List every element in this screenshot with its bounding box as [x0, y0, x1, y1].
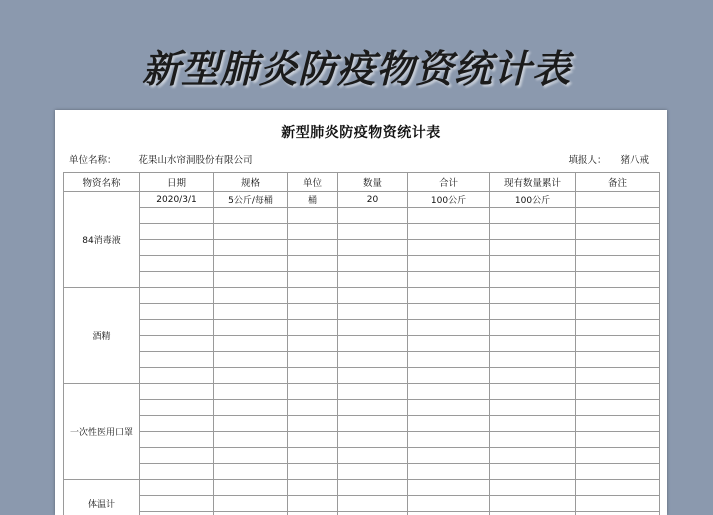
table-cell[interactable]: [140, 304, 214, 320]
table-row: [64, 384, 660, 400]
table-cell[interactable]: [140, 368, 214, 384]
table-cell[interactable]: [338, 352, 408, 368]
table-cell[interactable]: [408, 464, 490, 480]
table-cell[interactable]: [288, 224, 338, 240]
table-cell[interactable]: [338, 272, 408, 288]
table-row: [64, 240, 660, 256]
material-name-cell[interactable]: 酒精: [64, 288, 140, 384]
table-cell[interactable]: [490, 480, 576, 496]
table-cell[interactable]: [338, 224, 408, 240]
table-cell[interactable]: [408, 240, 490, 256]
table-cell[interactable]: [214, 416, 288, 432]
table-cell[interactable]: [408, 256, 490, 272]
table-cell[interactable]: [576, 192, 660, 208]
table-cell[interactable]: [214, 272, 288, 288]
table-cell[interactable]: [288, 272, 338, 288]
table-cell[interactable]: [490, 400, 576, 416]
table-cell[interactable]: [140, 416, 214, 432]
table-cell[interactable]: [288, 464, 338, 480]
column-header-material: 物资名称: [64, 173, 140, 192]
column-header-total: 合计: [408, 173, 490, 192]
reporter-field: [568, 152, 653, 166]
table-cell[interactable]: [576, 304, 660, 320]
table-cell[interactable]: [338, 496, 408, 512]
table-cell[interactable]: [288, 496, 338, 512]
table-cell[interactable]: [338, 288, 408, 304]
table-cell[interactable]: [214, 384, 288, 400]
spreadsheet-sheet: [55, 110, 667, 515]
table-cell[interactable]: [214, 288, 288, 304]
table-header: [64, 173, 660, 192]
table-cell[interactable]: [576, 224, 660, 240]
table-cell[interactable]: [408, 448, 490, 464]
table-cell[interactable]: [214, 336, 288, 352]
table-cell[interactable]: [576, 288, 660, 304]
table-cell[interactable]: [140, 288, 214, 304]
sheet-meta-row: [63, 152, 659, 172]
table-cell[interactable]: [576, 448, 660, 464]
table-cell[interactable]: [408, 416, 490, 432]
table-cell[interactable]: [490, 416, 576, 432]
table-row: [64, 272, 660, 288]
table-cell[interactable]: [490, 384, 576, 400]
table-cell[interactable]: [338, 480, 408, 496]
table-cell[interactable]: [214, 400, 288, 416]
table-cell[interactable]: [288, 336, 338, 352]
table-cell[interactable]: [288, 432, 338, 448]
table-cell[interactable]: [338, 448, 408, 464]
column-header-remark: 备注: [576, 173, 660, 192]
table-cell[interactable]: [338, 400, 408, 416]
table-cell[interactable]: [408, 512, 490, 515]
table-cell[interactable]: [490, 320, 576, 336]
table-cell[interactable]: [576, 320, 660, 336]
table-cell[interactable]: [338, 304, 408, 320]
column-header-spec: 规格: [214, 173, 288, 192]
table-cell[interactable]: [576, 368, 660, 384]
table-row: [64, 416, 660, 432]
table-cell[interactable]: [214, 512, 288, 515]
company-label: 单位名称：: [69, 155, 117, 166]
table-cell[interactable]: [140, 336, 214, 352]
table-row: [64, 304, 660, 320]
table-cell[interactable]: [490, 240, 576, 256]
table-cell[interactable]: [214, 368, 288, 384]
table-cell[interactable]: [214, 432, 288, 448]
table-cell[interactable]: [490, 432, 576, 448]
table-cell[interactable]: [408, 320, 490, 336]
table-row: [64, 208, 660, 224]
table-cell[interactable]: [140, 208, 214, 224]
column-header-unit: 单位: [288, 173, 338, 192]
table-cell[interactable]: [288, 400, 338, 416]
table-cell[interactable]: [490, 512, 576, 515]
table-cell[interactable]: [338, 512, 408, 515]
table-cell[interactable]: [140, 480, 214, 496]
reporter-label: 填报人：: [568, 155, 607, 166]
table-cell[interactable]: [576, 336, 660, 352]
table-cell[interactable]: [490, 336, 576, 352]
table-cell[interactable]: [288, 304, 338, 320]
table-cell[interactable]: [490, 496, 576, 512]
table-row: [64, 432, 660, 448]
table-row: [64, 368, 660, 384]
table-cell[interactable]: [408, 336, 490, 352]
table-cell[interactable]: [338, 320, 408, 336]
table-cell[interactable]: [140, 512, 214, 515]
table-cell[interactable]: [288, 240, 338, 256]
table-cell[interactable]: [214, 496, 288, 512]
table-row: [64, 336, 660, 352]
table-cell[interactable]: 2020/3/1: [140, 192, 214, 208]
table-cell[interactable]: [288, 368, 338, 384]
table-cell[interactable]: [140, 496, 214, 512]
reporter-value: 猪八戒: [620, 155, 649, 166]
table-cell[interactable]: [408, 272, 490, 288]
table-cell[interactable]: [576, 480, 660, 496]
table-cell[interactable]: [408, 224, 490, 240]
table-cell[interactable]: [338, 384, 408, 400]
table-cell[interactable]: [140, 256, 214, 272]
table-cell[interactable]: [576, 352, 660, 368]
table-cell[interactable]: [288, 512, 338, 515]
column-header-quantity: 数量: [338, 173, 408, 192]
table-row: [64, 256, 660, 272]
company-value: 花果山水帘洞股份有限公司: [138, 155, 253, 166]
table-cell[interactable]: [490, 304, 576, 320]
table-cell[interactable]: [576, 432, 660, 448]
table-cell[interactable]: [140, 320, 214, 336]
table-cell[interactable]: [490, 464, 576, 480]
table-cell[interactable]: [490, 352, 576, 368]
table-cell[interactable]: [288, 320, 338, 336]
table-cell[interactable]: [214, 304, 288, 320]
table-cell[interactable]: [408, 480, 490, 496]
table-cell[interactable]: [140, 240, 214, 256]
table-cell[interactable]: [490, 448, 576, 464]
table-cell[interactable]: [338, 432, 408, 448]
table-row: [64, 512, 660, 515]
column-header-stock: 现有数量累计: [490, 173, 576, 192]
table-row: [64, 224, 660, 240]
table-cell[interactable]: [214, 480, 288, 496]
table-cell[interactable]: [288, 288, 338, 304]
table-cell[interactable]: [490, 224, 576, 240]
table-cell[interactable]: [214, 320, 288, 336]
table-cell[interactable]: [338, 464, 408, 480]
table-cell[interactable]: [338, 256, 408, 272]
table-body: [64, 192, 660, 515]
table-header-row: [64, 173, 660, 192]
table-cell[interactable]: [214, 240, 288, 256]
table-cell[interactable]: [214, 352, 288, 368]
table-cell[interactable]: [408, 352, 490, 368]
table-cell[interactable]: [576, 256, 660, 272]
table-cell[interactable]: [408, 496, 490, 512]
table-cell[interactable]: 20: [338, 192, 408, 208]
table-cell[interactable]: [288, 208, 338, 224]
table-row: [64, 448, 660, 464]
table-cell[interactable]: [408, 208, 490, 224]
table-row: [64, 320, 660, 336]
table-row: [64, 288, 660, 304]
table-cell[interactable]: [576, 208, 660, 224]
company-field: [69, 152, 257, 166]
table-cell[interactable]: [576, 512, 660, 515]
material-name-cell[interactable]: 体温计: [64, 480, 140, 515]
table-cell[interactable]: [490, 208, 576, 224]
column-header-date: 日期: [140, 173, 214, 192]
table-cell[interactable]: [408, 368, 490, 384]
table-cell[interactable]: [576, 400, 660, 416]
material-name-cell[interactable]: 一次性医用口罩: [64, 384, 140, 480]
table-cell[interactable]: [490, 256, 576, 272]
table-cell[interactable]: 100公斤: [408, 192, 490, 208]
table-cell[interactable]: [140, 432, 214, 448]
table-cell[interactable]: [140, 224, 214, 240]
table-row: [64, 400, 660, 416]
table-cell[interactable]: [338, 208, 408, 224]
table-cell[interactable]: [288, 416, 338, 432]
table-cell[interactable]: [490, 272, 576, 288]
table-cell[interactable]: [576, 384, 660, 400]
table-cell[interactable]: [408, 400, 490, 416]
table-cell[interactable]: [288, 384, 338, 400]
table-cell[interactable]: [408, 432, 490, 448]
table-cell[interactable]: [490, 288, 576, 304]
table-cell[interactable]: [288, 448, 338, 464]
table-cell[interactable]: [408, 384, 490, 400]
materials-table: [63, 172, 660, 515]
table-cell[interactable]: 桶: [288, 192, 338, 208]
table-cell[interactable]: [338, 336, 408, 352]
table-cell[interactable]: [288, 352, 338, 368]
table-cell[interactable]: [338, 368, 408, 384]
table-cell[interactable]: [490, 368, 576, 384]
table-cell[interactable]: [140, 272, 214, 288]
table-cell[interactable]: [214, 224, 288, 240]
table-cell[interactable]: [338, 240, 408, 256]
table-cell[interactable]: [140, 384, 214, 400]
table-row: [64, 192, 660, 208]
table-cell[interactable]: [408, 288, 490, 304]
table-cell[interactable]: [576, 496, 660, 512]
table-cell[interactable]: [140, 352, 214, 368]
table-cell[interactable]: [338, 416, 408, 432]
table-row: [64, 352, 660, 368]
table-cell[interactable]: 5公斤/每桶: [214, 192, 288, 208]
table-cell[interactable]: 100公斤: [490, 192, 576, 208]
table-row: [64, 464, 660, 480]
table-cell[interactable]: [140, 464, 214, 480]
table-cell[interactable]: [576, 416, 660, 432]
table-cell[interactable]: [214, 256, 288, 272]
table-cell[interactable]: [576, 464, 660, 480]
table-cell[interactable]: [214, 448, 288, 464]
page-title: 新型肺炎防疫物资统计表: [141, 47, 571, 91]
table-cell[interactable]: [576, 240, 660, 256]
table-cell[interactable]: [140, 448, 214, 464]
table-cell[interactable]: [214, 464, 288, 480]
table-cell[interactable]: [408, 304, 490, 320]
sheet-title: 新型肺炎防疫物资统计表: [281, 125, 441, 141]
table-row: [64, 496, 660, 512]
material-name-cell[interactable]: 84消毒液: [64, 192, 140, 288]
table-cell[interactable]: [288, 256, 338, 272]
table-cell[interactable]: [214, 208, 288, 224]
table-cell[interactable]: [576, 272, 660, 288]
table-cell[interactable]: [140, 400, 214, 416]
table-row: [64, 480, 660, 496]
table-cell[interactable]: [288, 480, 338, 496]
